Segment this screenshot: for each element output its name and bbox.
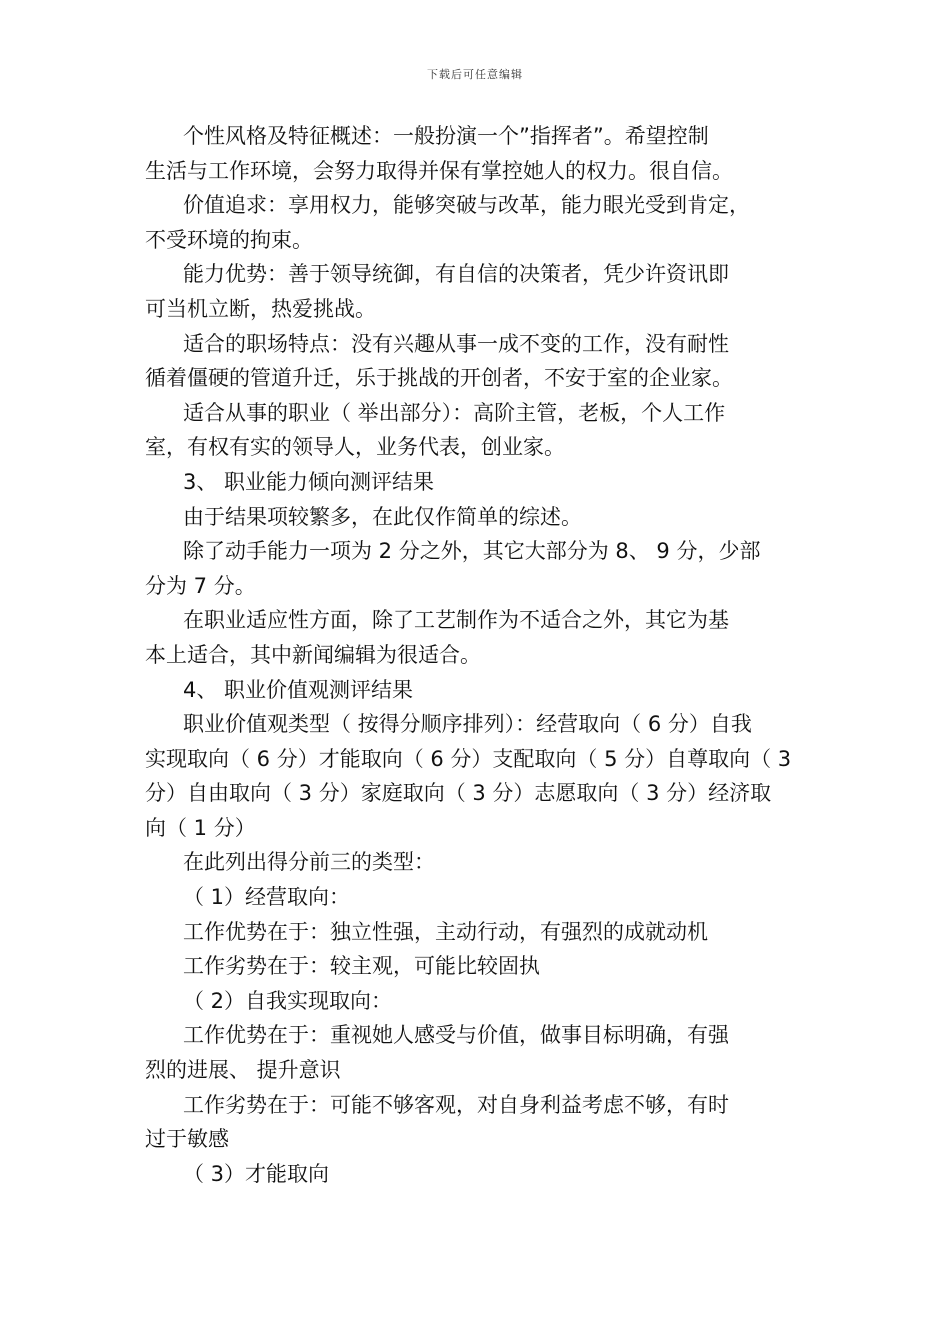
text-line: 在职业适应性方面，除了工艺制作为不适合之外，其它为基 — [183, 608, 729, 633]
text-line: 分）自由取向（ 3 分）家庭取向（ 3 分）志愿取向（ 3 分）经济取 — [145, 781, 772, 806]
text-line: 工作劣势在于：可能不够客观，对自身利益考虑不够，有时 — [183, 1092, 729, 1117]
text-line: 工作劣势在于：较主观，可能比较固执 — [183, 954, 540, 979]
text-line: 能力优势：善于领导统御，有自信的决策者，凭少许资讯即 — [183, 262, 729, 287]
text-line: 个性风格及特征概述：一般扮演一个”指挥者”。希望控制 — [183, 124, 709, 148]
text-line: 在此列出得分前三的类型： — [183, 850, 435, 875]
text-line: 工作优势在于：重视她人感受与价值，做事目标明确，有强 — [183, 1023, 729, 1048]
text-line: 除了动手能力一项为 2 分之外，其它大部分为 8、 9 分，少部 — [183, 539, 761, 564]
text-line: 职业价值观类型（ 按得分顺序排列）：经营取向（ 6 分）自我 — [183, 712, 752, 737]
text-line: 适合从事的职业（ 举出部分）：高阶主管，老板，个人工作 — [183, 400, 726, 425]
text-line: 4、 职业价值观测评结果 — [183, 677, 414, 702]
text-line: 过于敏感 — [145, 1127, 229, 1152]
text-line: 价值追求：享用权力，能够突破与改革，能力眼光受到肯定， — [183, 193, 750, 218]
text-line: 向（ 1 分） — [145, 815, 256, 840]
text-line: 实现取向（ 6 分）才能取向（ 6 分）支配取向（ 5 分）自尊取向（ 3 — [145, 746, 792, 771]
text-line: 本上适合，其中新闻编辑为很适合。 — [145, 642, 481, 667]
text-line: （ 2）自我实现取向： — [183, 988, 393, 1013]
text-line: 生活与工作环境，会努力取得并保有掌控她人的权力。很自信。 — [145, 158, 733, 183]
text-line: 烈的进展、 提升意识 — [145, 1058, 341, 1083]
text-line: 可当机立断，热爱挑战。 — [145, 296, 376, 321]
text-line: 3、 职业能力倾向测评结果 — [183, 469, 435, 494]
text-line: 适合的职场特点：没有兴趣从事一成不变的工作，没有耐性 — [183, 331, 729, 356]
document-body — [145, 119, 813, 1191]
text-line: （ 3）才能取向 — [183, 1161, 330, 1186]
text-line: 循着僵硬的管道升迁，乐于挑战的开创者，不安于室的企业家。 — [145, 366, 733, 391]
page-header: 下载后可任意编辑 — [427, 68, 523, 81]
text-line: 不受环境的拘束。 — [145, 227, 313, 252]
text-line: 分为 7 分。 — [145, 573, 256, 598]
text-line: 室，有权有实的领导人，业务代表，创业家。 — [145, 435, 565, 460]
text-line: （ 1）经营取向： — [183, 885, 351, 910]
text-line: 由于结果项较繁多，在此仅作简单的综述。 — [183, 504, 582, 529]
text-line: 工作优势在于：独立性强，主动行动，有强烈的成就动机 — [183, 919, 708, 944]
